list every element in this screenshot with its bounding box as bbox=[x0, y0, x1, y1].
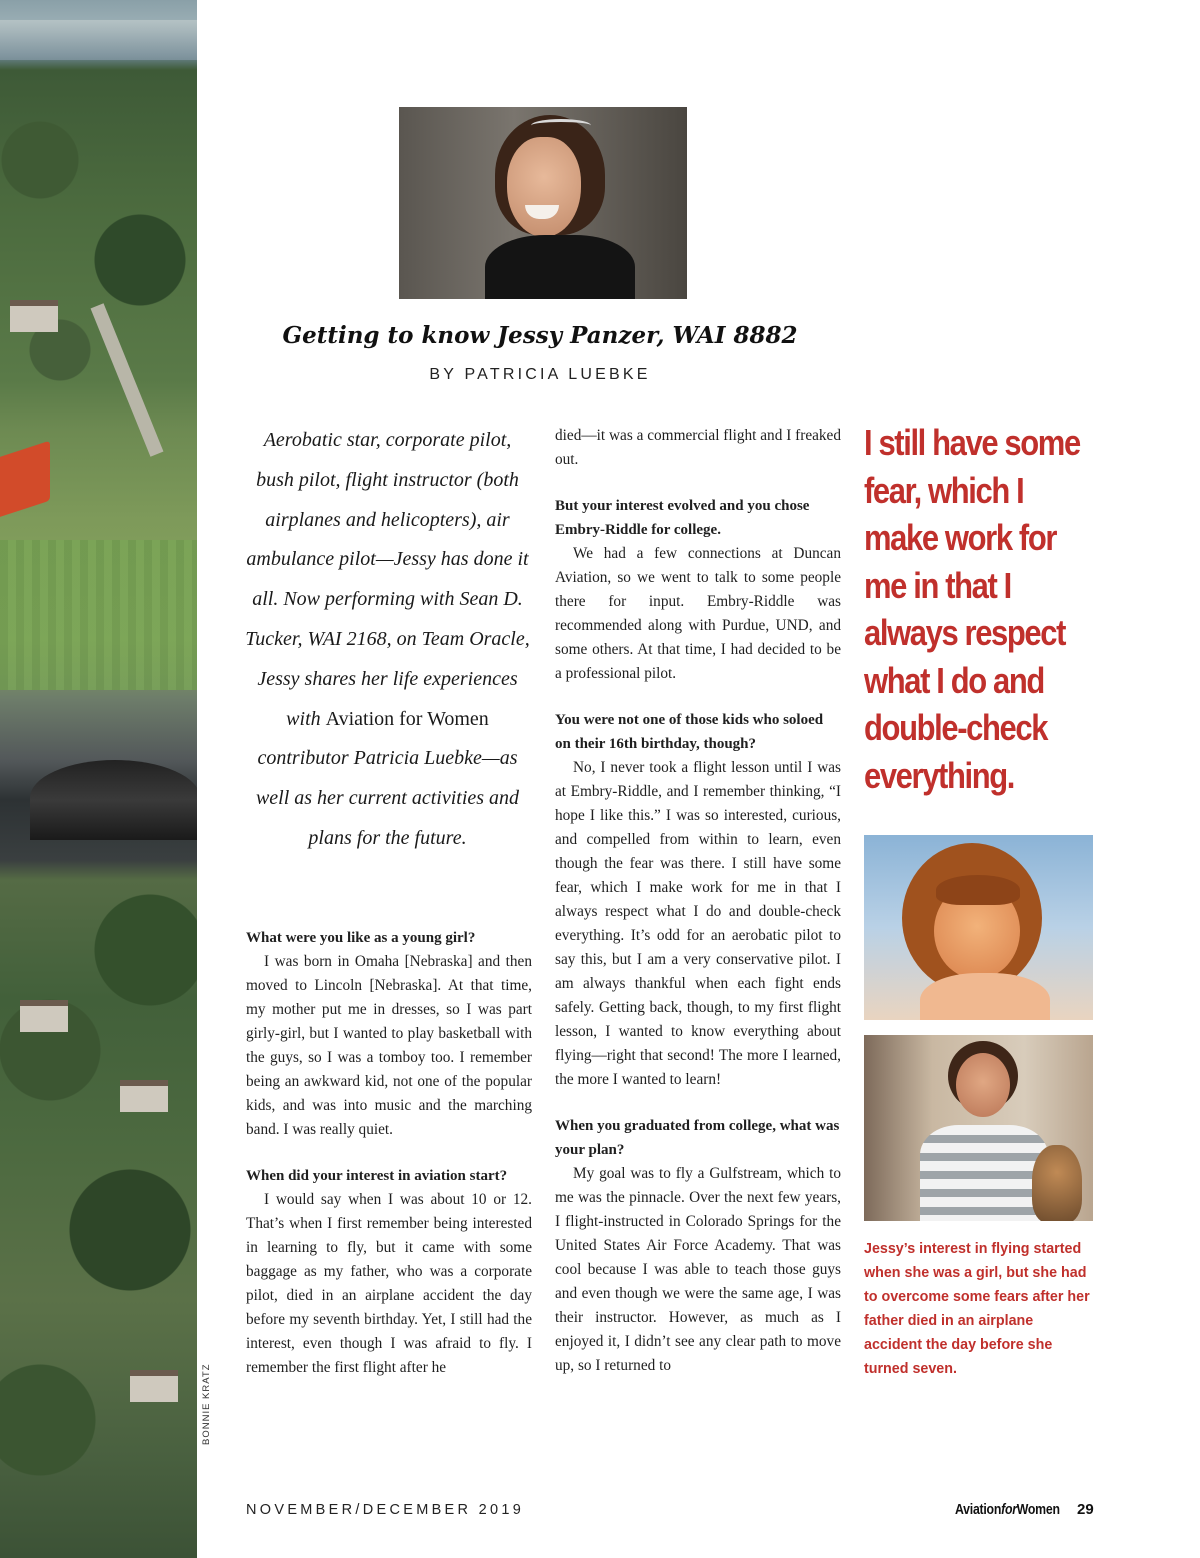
answer: My goal was to fly a Gulfstream, which to me was the pinnacle. Over the next few years, I flight-instructed in Colorado Springs for the United States Air Force Academy. That was cool because I was able to teach those guys and even though we were the same age, I was their instructor. However, as much as I enjoyed it, I didn’t see any clear path to move up, so I returned to bbox=[555, 1165, 841, 1374]
adult-photo bbox=[864, 1035, 1093, 1221]
photo-caption: Jessy’s interest in flying started when she was a girl, but she had to overcome some fears after her father died in an airplane accident the day before she turned seven. bbox=[864, 1241, 1090, 1377]
publication-name: Aviation for Women bbox=[325, 707, 489, 730]
airplane-wing bbox=[0, 441, 50, 524]
river bbox=[0, 20, 197, 60]
intro-deck: Aerobatic star, corporate pilot, bush pilot, flight instructor (both airplanes and helicopters), air ambulance pilot—Jessy has done it all. Now performing with Sean D. Tucker, WAI 2168, on Team Oracle, Jessy shares her life experiences with Aviation for Women contributor Patricia Luebke—as well as her current activities and plans for the future. bbox=[245, 429, 530, 849]
question: What were you like as a young girl? bbox=[246, 930, 476, 946]
portrait-photo bbox=[399, 107, 687, 299]
answer-continued: died—it was a commercial flight and I freaked out. bbox=[555, 427, 841, 468]
pull-quote: I still have some fear, which I make work for me in that I always respect what I do and double-check everything. bbox=[864, 422, 1080, 796]
answer: I was born in Omaha [Nebraska] and then moved to Lincoln [Nebraska]. At that time, my mother put me in dresses, so I was part girly-girl, but I wanted to play basketball with the guys, so I was a tomboy too. I remember being an awkward kid, not one of the popular kids, and was into music and the marching band. I was really quiet. bbox=[246, 953, 532, 1138]
answer: No, I never took a flight lesson until I was at Embry-Riddle, and I remember thinking, “I hope I like this.” I was so interested, curious, and compelled from within to learn, even though the fear was there. I still have some fear, which I make work for me in that I always respect what I do and double-check everything. It’s odd for an aerobatic pilot to say this, but I am a very conservative pilot. I am always thankful when each fight ends safely. Getting back, though, to my first flight lesson, I wanted to know everything about flying—right that second! The more I learned, the more I wanted to learn! bbox=[555, 759, 841, 1088]
house bbox=[20, 1000, 68, 1032]
question: You were not one of those kids who soloed on their 16th birthday, though? bbox=[555, 712, 824, 752]
article-column-1 bbox=[246, 926, 532, 1380]
road bbox=[91, 303, 164, 457]
issue-date: NOVEMBER/DECEMBER 2019 bbox=[246, 1502, 525, 1518]
childhood-photo bbox=[864, 835, 1093, 1020]
answer: I would say when I was about 10 or 12. That’s when I first remember being interested in learning to fly, but it came with some baggage as my father, who was a corporate pilot, died in an airplane accident the day before my seventh birthday. Yet, I still had the interest, even though I was afraid to fly. I remember the first flight after he bbox=[246, 1191, 532, 1376]
aerial-photo bbox=[0, 0, 197, 1558]
house bbox=[120, 1080, 168, 1112]
page-number: 29 bbox=[1077, 1501, 1094, 1518]
green-field bbox=[0, 540, 197, 690]
answer: We had a few connections at Duncan Aviation, so we went to talk to some people there for input. Embry-Riddle was recommended along with Purdue, UND, and some others. At that time, I had decided to be a professional pilot. bbox=[555, 545, 841, 682]
house bbox=[130, 1370, 178, 1402]
house bbox=[10, 300, 58, 332]
question: When did your interest in aviation start? bbox=[246, 1168, 508, 1184]
magazine-name: AviationforWomen bbox=[955, 1501, 1060, 1518]
article-headline: Getting to know Jessy Panzer, WAI 8882 bbox=[282, 322, 798, 349]
question: When you graduated from college, what was your plan? bbox=[555, 1118, 840, 1158]
question: But your interest evolved and you chose Embry-Riddle for college. bbox=[555, 498, 810, 538]
article-column-2 bbox=[555, 424, 841, 1378]
hangar-roof bbox=[30, 760, 197, 840]
byline: BY PATRICIA LUEBKE bbox=[429, 366, 651, 383]
